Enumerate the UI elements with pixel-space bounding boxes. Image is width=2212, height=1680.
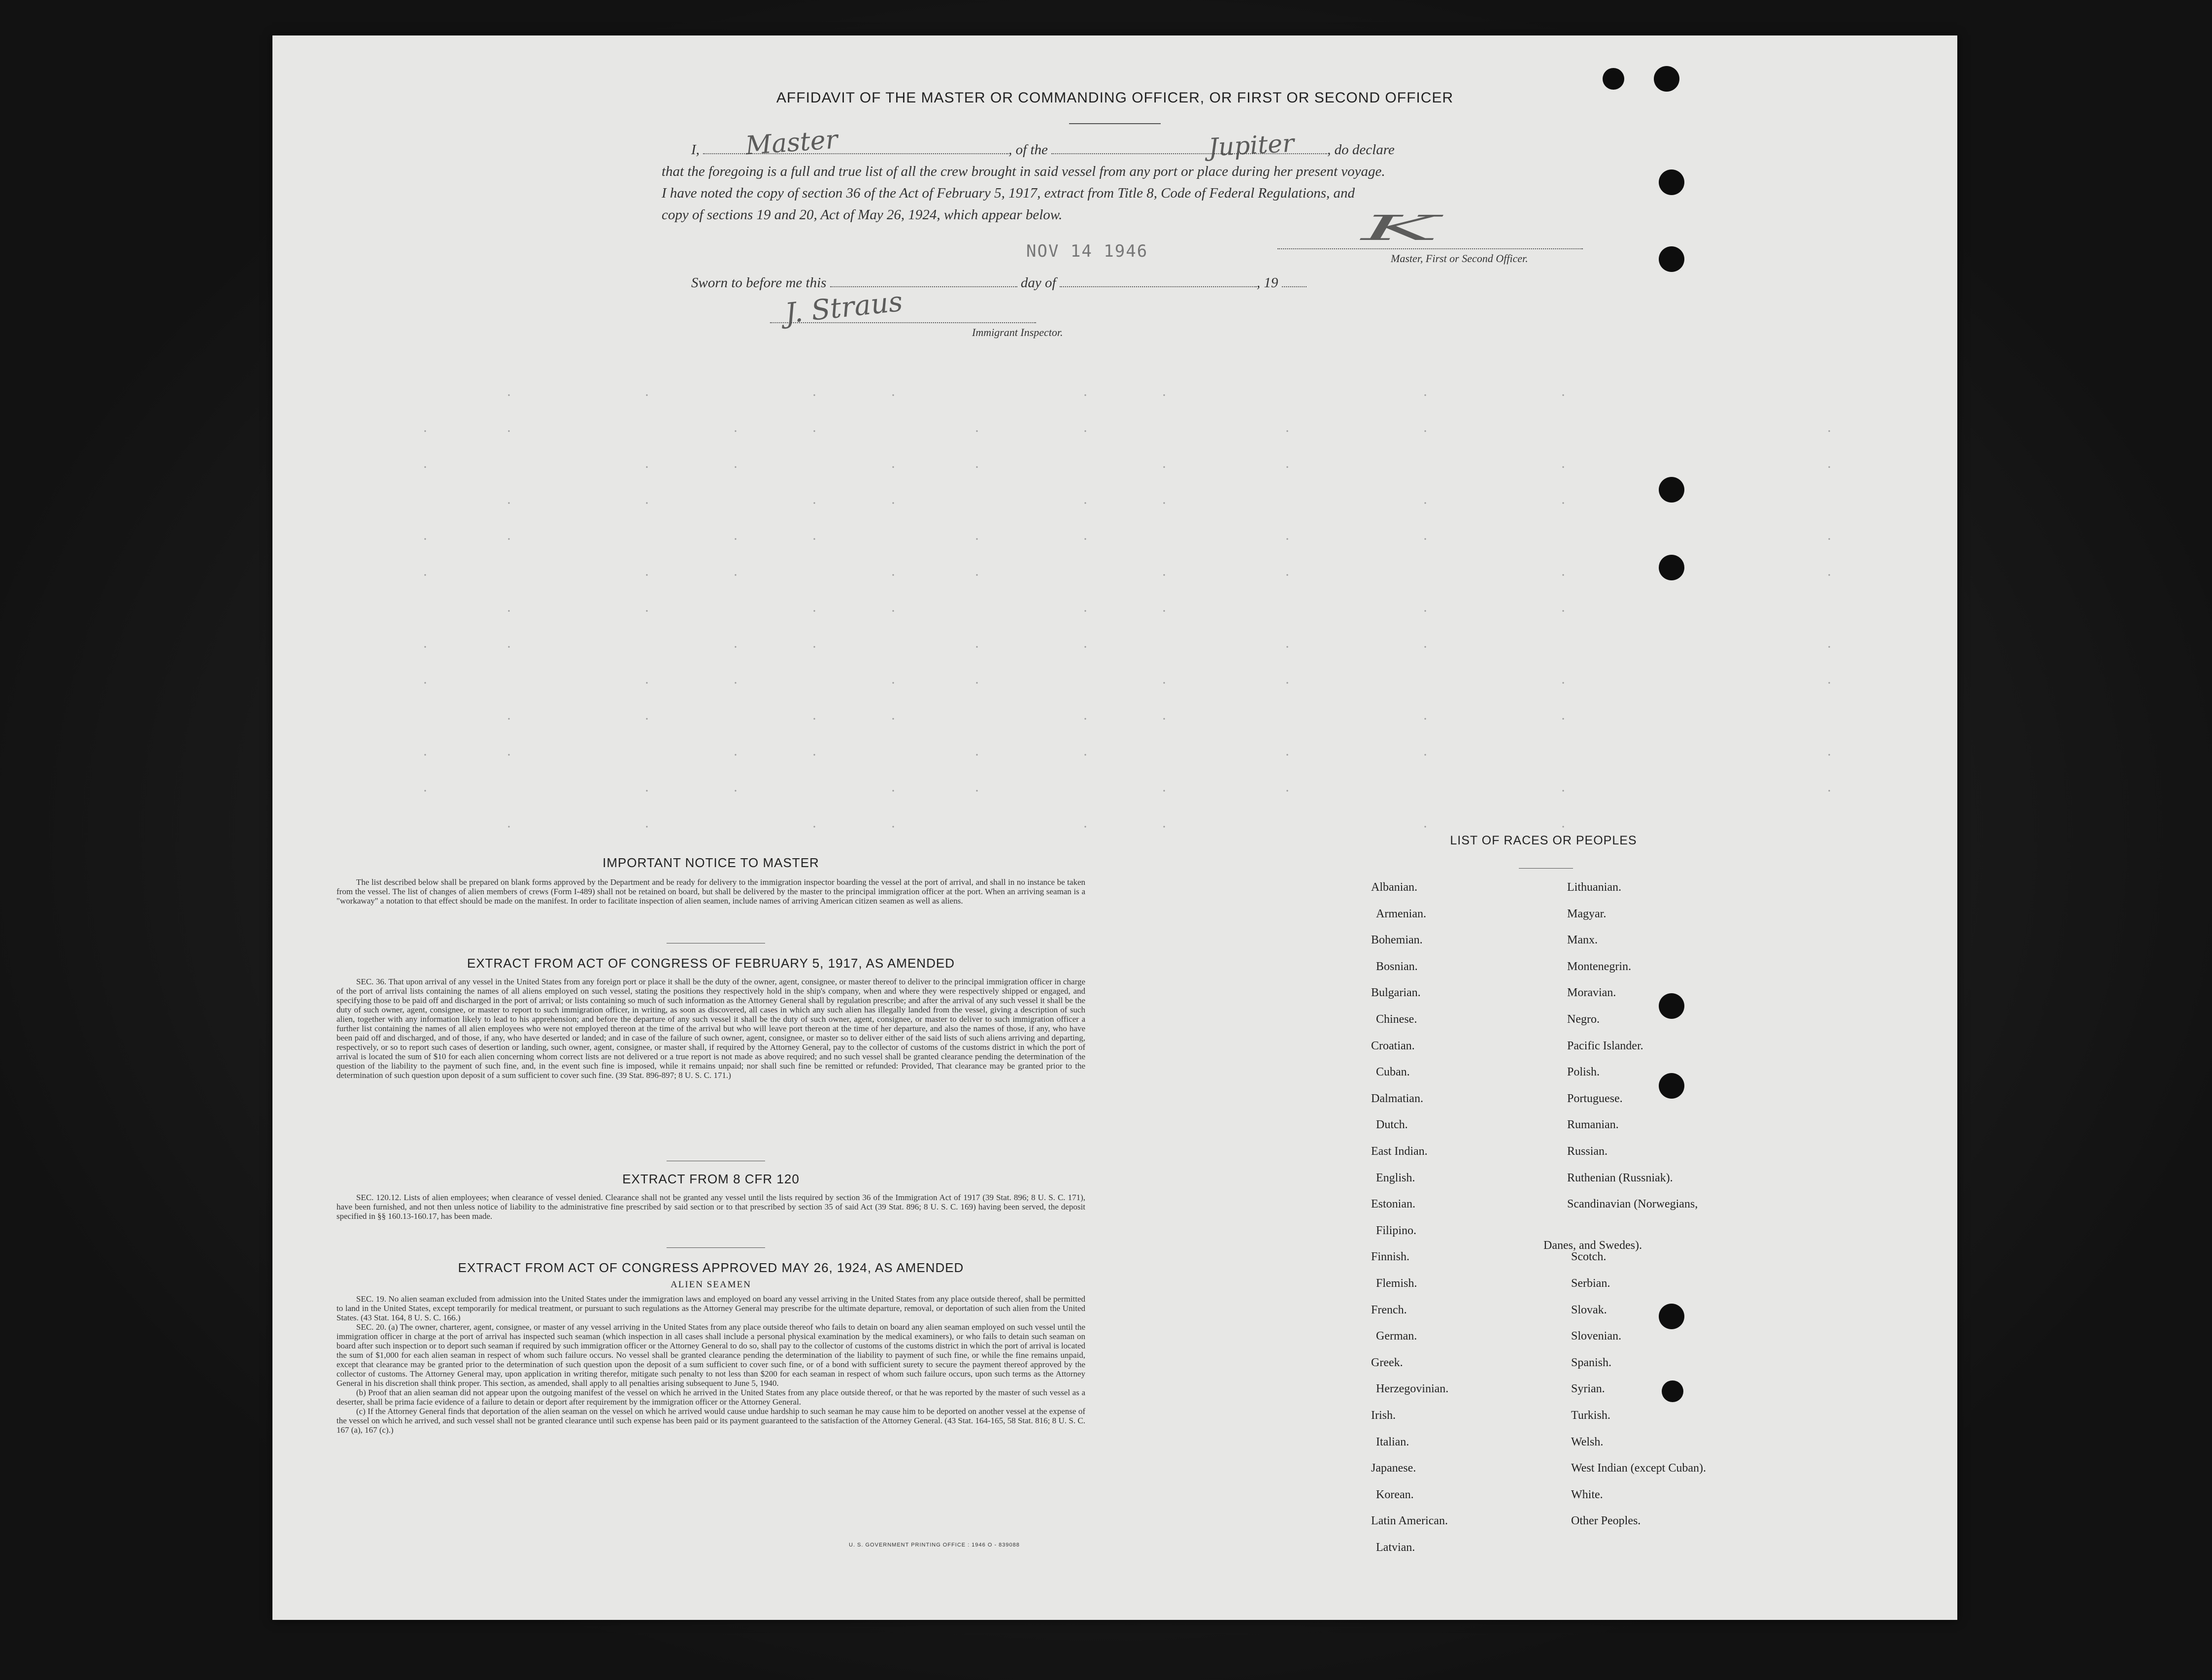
- grid-mark: [735, 682, 736, 683]
- grid-mark: [1286, 574, 1288, 575]
- race-item: Latin American.: [1371, 1514, 1448, 1528]
- grid-mark: [892, 610, 894, 611]
- grid-mark: [813, 610, 815, 611]
- grid-mark: [646, 610, 647, 611]
- race-item: Flemish.: [1376, 1277, 1417, 1290]
- race-item: Filipino.: [1376, 1224, 1417, 1237]
- grid-mark: [508, 610, 509, 611]
- grid-mark: [646, 790, 647, 791]
- grid-mark: [508, 754, 509, 755]
- grid-mark: [735, 430, 736, 432]
- grid-mark: [1562, 610, 1564, 611]
- grid-mark: [1163, 502, 1165, 504]
- grid-mark: [424, 538, 426, 539]
- grid-mark: [735, 538, 736, 539]
- race-item: Armenian.: [1376, 907, 1426, 920]
- race-item: Croatian.: [1371, 1039, 1415, 1052]
- extract-1924-title: EXTRACT FROM ACT OF CONGRESS APPROVED MAY 26, 1924, AS AMENDED: [458, 1260, 964, 1275]
- grid-mark: [1424, 538, 1426, 539]
- affidavit-text: I,: [691, 142, 700, 158]
- grid-mark: [1424, 646, 1426, 647]
- grid-mark: [646, 466, 647, 468]
- grid-mark: [1424, 754, 1426, 755]
- grid-mark: [1828, 754, 1830, 755]
- grid-mark: [424, 646, 426, 647]
- race-item: Negro.: [1567, 1013, 1600, 1026]
- race-item: Lithuanian.: [1567, 881, 1621, 894]
- grid-mark: [976, 646, 977, 647]
- extract-1924-section: [336, 1260, 1085, 1435]
- grid-mark: [424, 790, 426, 791]
- grid-mark: [1286, 646, 1288, 647]
- grid-mark: [1084, 646, 1086, 647]
- grid-mark: [892, 790, 894, 791]
- grid-mark: [646, 718, 647, 719]
- race-item: Bosnian.: [1376, 960, 1418, 973]
- extract-1917-section: [336, 956, 1085, 1080]
- race-item: Herzegovinian.: [1376, 1382, 1449, 1396]
- grid-mark: [976, 538, 977, 539]
- race-item: Albanian.: [1371, 881, 1417, 894]
- grid-mark: [1828, 538, 1830, 539]
- race-item: Portuguese.: [1567, 1092, 1623, 1105]
- grid-mark: [1562, 502, 1564, 504]
- grid-mark: [813, 538, 815, 539]
- grid-mark: [646, 502, 647, 504]
- grid-mark: [424, 574, 426, 575]
- grid-mark: [1424, 430, 1426, 432]
- race-item: Other Peoples.: [1571, 1514, 1641, 1528]
- grid-mark: [1828, 430, 1830, 432]
- sworn-text: Sworn to before me this: [691, 275, 827, 291]
- race-item: Spanish.: [1571, 1356, 1612, 1369]
- race-item: Manx.: [1567, 934, 1598, 947]
- grid-mark: [892, 502, 894, 504]
- grid-mark: [892, 826, 894, 827]
- race-item: German.: [1376, 1330, 1417, 1343]
- grid-mark: [646, 682, 647, 683]
- extract-1917-title: EXTRACT FROM ACT OF CONGRESS OF FEBRUARY 5, 1917, AS AMENDED: [467, 956, 955, 971]
- grid-mark: [1084, 826, 1086, 827]
- grid-mark: [813, 502, 815, 504]
- grid-mark: [976, 790, 977, 791]
- grid-mark: [1084, 394, 1086, 396]
- race-item: Welsh.: [1571, 1435, 1604, 1448]
- race-item: Dutch.: [1376, 1118, 1408, 1132]
- grid-mark: [508, 430, 509, 432]
- grid-mark: [1562, 682, 1564, 683]
- grid-mark: [1828, 574, 1830, 575]
- affidavit-text: , do declare: [1327, 142, 1395, 158]
- grid-mark: [1286, 466, 1288, 468]
- date-stamp: NOV 14 1946: [1026, 241, 1148, 261]
- extract-1924-sec20a: SEC. 20. (a) The owner, charterer, agent, consignee, or master of any vessel arriving in the United States from any place outside thereof who fails to detain on board any alien seaman employed on such vessel until the immigration officer in charge at the port of arrival has inspected such seaman (which inspection in all cases shall include a personal physical examination by the medical examiners), or who fails to detain such seaman on board after such inspection or to deport such seaman if required by such immigration officer or the Attorney General to do so, shall pay to the collector of customs of the customs district in which the port of arrival is located the sum of $1,000 for each alien seaman in respect of whom such failure occurs. No vessel shall be granted clearance pending the determination of the liability to payment of such fine, or while the fine remains unpaid, except that clearance may be granted prior to the determination of such question upon the deposit of a sum sufficient to cover such fine, or of a bond with sufficient surety to secure the payment thereof approved by the collector of customs. The Attorney General may, upon application in writing therefor, mitigate such penalty to not less than $200 for each seaman in respect of whom such failure occurs, upon such terms as the Attorney General in his discretion shall think proper. This section, as amended, shall apply to all penalties arising subsequent to June 5, 1940.: [336, 1322, 1085, 1388]
- grid-mark: [1828, 682, 1830, 683]
- race-item: Irish.: [1371, 1409, 1396, 1422]
- grid-mark: [1286, 754, 1288, 755]
- grid-mark: [813, 394, 815, 396]
- race-item: Russian.: [1567, 1145, 1608, 1158]
- grid-mark: [1084, 754, 1086, 755]
- grid-mark: [508, 502, 509, 504]
- grid-mark: [1424, 502, 1426, 504]
- grid-mark: [1163, 790, 1165, 791]
- handwritten-vessel: Jupiter: [1207, 129, 1295, 162]
- notice-title: IMPORTANT NOTICE TO MASTER: [603, 855, 819, 870]
- section-divider: [667, 1247, 765, 1248]
- races-title-divider: [1519, 868, 1573, 869]
- grid-mark: [1163, 682, 1165, 683]
- grid-mark: [976, 754, 977, 755]
- race-item: Dalmatian.: [1371, 1092, 1423, 1105]
- race-item: Moravian.: [1567, 986, 1616, 1000]
- grid-mark: [1163, 394, 1165, 396]
- race-item: Scandinavian (Norwegians,: [1567, 1198, 1698, 1211]
- grid-mark: [1163, 718, 1165, 719]
- race-item: Pacific Islander.: [1567, 1039, 1643, 1052]
- grid-mark: [1424, 394, 1426, 396]
- sworn-text: , 19: [1256, 275, 1278, 291]
- grid-mark: [1163, 610, 1165, 611]
- handwritten-master: Master: [744, 125, 839, 161]
- grid-mark: [1286, 538, 1288, 539]
- race-item: Rumanian.: [1567, 1118, 1619, 1132]
- grid-mark: [508, 538, 509, 539]
- grid-mark: [1084, 502, 1086, 504]
- grid-mark: [1084, 610, 1086, 611]
- race-item: Korean.: [1376, 1488, 1414, 1501]
- race-item: Estonian.: [1371, 1198, 1415, 1211]
- grid-mark: [1424, 826, 1426, 827]
- race-item: Magyar.: [1567, 907, 1607, 920]
- grid-mark: [813, 826, 815, 827]
- grid-mark: [424, 466, 426, 468]
- race-item: English.: [1376, 1171, 1415, 1184]
- race-item: Scotch.: [1571, 1250, 1607, 1264]
- grid-mark: [508, 646, 509, 647]
- notice-text: The list described below shall be prepared on blank forms approved by the Department and be ready for delivery to the immigration inspector boarding the vessel at the port of arrival, and shall in no instance be taken from the vessel. The list of changes of alien members of crews (Form I-489) shall not be retained on board, but shall be delivered by the master to the principal immigration officer at the port. When an arriving seaman is a "workaway" a notation to that effect should be made on the manifest. In order to facilitate inspection of alien seamen, include names of arriving American citizen seamen as well as aliens.: [336, 877, 1085, 906]
- grid-mark: [1163, 466, 1165, 468]
- master-signature-label: Master, First or Second Officer.: [1391, 252, 1528, 265]
- extract-1924-sec20c: (c) If the Attorney General finds that deportation of the alien seaman on the vessel on which he arrived would cause undue hardship to such seaman he may cause him to be deported on another vessel at the expense of the vessel on which he arrived, and such vessel shall not be granted clearance until such expense has been paid or its payment guaranteed to the satisfaction of the Attorney General. (43 Stat. 164-165, 58 Stat. 816; 8 U. S. C. 167 (a), 167 (c).): [336, 1407, 1085, 1435]
- grid-mark: [813, 646, 815, 647]
- race-item: Chinese.: [1376, 1013, 1417, 1026]
- grid-mark: [813, 430, 815, 432]
- grid-mark: [1828, 466, 1830, 468]
- extract-8cfr-text: SEC. 120.12. Lists of alien employees; when clearance of vessel denied. Clearance shall not be granted any vessel until the lists required by section 36 of the Immigration Act of 1917 (39 Stat. 896; 8 U. S. C. 171), have been furnished, and not then unless notice of liability to the administrative fine prescribed by said section or to that prescribed by section 35 of said Act (39 Stat. 896; 8 U. S. C. 169) having been served, the deposit specified in §§ 160.13-160.17, has been made.: [336, 1193, 1085, 1221]
- races-list-title: LIST OF RACES OR PEOPLES: [1450, 834, 1637, 847]
- grid-mark: [1562, 574, 1564, 575]
- race-item: Japanese.: [1371, 1462, 1416, 1475]
- race-item: Serbian.: [1571, 1277, 1610, 1290]
- grid-mark: [735, 646, 736, 647]
- race-item: Ruthenian (Russniak).: [1567, 1171, 1673, 1184]
- grid-mark: [1424, 610, 1426, 611]
- grid-mark: [976, 466, 977, 468]
- grid-mark: [892, 718, 894, 719]
- grid-mark: [976, 430, 977, 432]
- grid-mark: [735, 754, 736, 755]
- race-item: Montenegrin.: [1567, 960, 1631, 973]
- grid-mark: [1562, 718, 1564, 719]
- inspector-handwritten-signature: J. Straus: [783, 285, 905, 330]
- affidavit-text: copy of sections 19 and 20, Act of May 26, 1924, which appear below.: [662, 207, 1063, 223]
- grid-mark: [1084, 718, 1086, 719]
- grid-mark: [1163, 826, 1165, 827]
- extract-8cfr-section: [336, 1172, 1085, 1221]
- grid-mark: [424, 682, 426, 683]
- race-item: Slovenian.: [1571, 1330, 1621, 1343]
- grid-mark: [508, 826, 509, 827]
- grid-mark: [646, 826, 647, 827]
- grid-mark: [1828, 646, 1830, 647]
- grid-mark: [735, 574, 736, 575]
- sworn-text: day of: [1020, 275, 1056, 291]
- affidavit-text: that the foregoing is a full and true list of all the crew brought in said vessel from any port or place during her present voyage.: [662, 164, 1385, 179]
- grid-mark: [424, 430, 426, 432]
- alien-seamen-subtitle: ALIEN SEAMEN: [670, 1279, 751, 1290]
- grid-mark: [1286, 682, 1288, 683]
- grid-mark: [1828, 790, 1830, 791]
- grid-mark: [892, 574, 894, 575]
- grid-mark: [646, 574, 647, 575]
- affidavit-text: , of the: [1008, 142, 1048, 158]
- grid-mark: [1562, 394, 1564, 396]
- document-page: [272, 35, 1957, 1620]
- grid-mark: [735, 466, 736, 468]
- handwritten-signature: K: [1361, 208, 1439, 248]
- grid-mark: [976, 574, 977, 575]
- extract-8cfr-title: EXTRACT FROM 8 CFR 120: [622, 1172, 800, 1186]
- grid-mark: [508, 718, 509, 719]
- important-notice-section: [336, 855, 1085, 906]
- printing-office-note: U. S. GOVERNMENT PRINTING OFFICE : 1946 O - 839088: [849, 1542, 1020, 1548]
- grid-mark: [424, 754, 426, 755]
- grid-mark: [735, 790, 736, 791]
- grid-mark: [1084, 538, 1086, 539]
- extract-1924-sec19: SEC. 19. No alien seaman excluded from admission into the United States under the immigration laws and employed on board any vessel arriving in the United States from any place outside thereof, shall be permitted to land in the United States, except temporarily for medical treatment, or pursuant to such regulations as the Attorney General may prescribe for the ultimate departure, removal, or deportation of such alien from the United States. (43 Stat. 164, 8 U. S. C. 166.): [336, 1294, 1085, 1322]
- race-item: East Indian.: [1371, 1145, 1428, 1158]
- race-item: Turkish.: [1571, 1409, 1610, 1422]
- grid-mark: [892, 682, 894, 683]
- race-item: Polish.: [1567, 1066, 1600, 1079]
- grid-mark: [892, 394, 894, 396]
- race-item: Syrian.: [1571, 1382, 1605, 1396]
- race-item: Cuban.: [1376, 1066, 1410, 1079]
- race-item: Latvian.: [1376, 1541, 1415, 1554]
- grid-mark: [892, 466, 894, 468]
- grid-mark: [1562, 826, 1564, 827]
- race-item: French.: [1371, 1303, 1407, 1316]
- grid-mark: [1286, 430, 1288, 432]
- race-item: West Indian (except Cuban).: [1571, 1462, 1706, 1475]
- race-item: White.: [1571, 1488, 1603, 1501]
- grid-mark: [1562, 790, 1564, 791]
- race-item: Italian.: [1376, 1435, 1409, 1448]
- grid-mark: [976, 682, 977, 683]
- inspector-label: Immigrant Inspector.: [972, 326, 1063, 338]
- grid-mark: [1163, 574, 1165, 575]
- race-item: Bulgarian.: [1371, 986, 1421, 1000]
- grid-mark: [813, 754, 815, 755]
- race-item: Bohemian.: [1371, 934, 1423, 947]
- extract-1917-text: SEC. 36. That upon arrival of any vessel in the United States from any foreign port or place it shall be the duty of the owner, agent, consignee, or master thereof to deliver to the principal immigration officer in charge of the port of arrival lists containing the names of all aliens employed on such vessel, stating the positions they respectively hold in the ship's company, when and where they were respectively shipped or engaged, and specifying those to be paid off and discharged in the port of arrival; or lists containing so much of such information as the Attorney General shall by regulation prescribe; and after the arrival of any such vessel it shall be the duty of such owner, agent, consignee, or master to report to such immigration officer, in writing, as soon as discovered, all cases in which any such alien has illegally landed from the vessel, giving a description of such alien, together with any information likely to lead to his apprehension; and before the departure of any such vessel it shall be the duty of such owner, agent, consignee, or master to deliver to such immigration officer a further list containing the names of all alien employees who were not employed thereon at the time of the arrival but who will leave port thereon at the time of her departure, and also the names of those, if any, who have been paid off and discharged, and of those, if any, who have deserted or landed; and in case of the failure of such owner, agent, consignee, or master so to deliver either of the said lists of such aliens arriving and departing, respectively, or so to report such cases of desertion or landing, such owner, agent, consignee, or master shall, if required by the Attorney General, pay to the collector of customs of the customs district in which the port of arrival is located the sum of $10 for each alien concerning whom correct lists are not delivered or a true report is not made as above required; and no such vessel shall be granted clearance pending the determination of the question of the liability to the payment of such fine, and, in the event such fine is imposed, while it remains unpaid; nor shall such fine be remitted or refunded: Provided, That clearance may be granted prior to the determination of such question upon deposit of a sum sufficient to cover such fine. (39 Stat. 896-897; 8 U. S. C. 171.): [336, 977, 1085, 1080]
- grid-mark: [1562, 466, 1564, 468]
- grid-mark: [1084, 430, 1086, 432]
- affidavit-title: AFFIDAVIT OF THE MASTER OR COMMANDING OFFICER, OR FIRST OR SECOND OFFICER: [776, 90, 1454, 106]
- race-item: Danes, and Swedes).: [1543, 1239, 1642, 1252]
- grid-mark: [813, 718, 815, 719]
- grid-mark: [1424, 718, 1426, 719]
- affidavit-text: I have noted the copy of section 36 of the Act of February 5, 1917, extract from Title 8, Code of Federal Regulations, and: [662, 185, 1355, 201]
- grid-mark: [1286, 790, 1288, 791]
- grid-mark: [646, 394, 647, 396]
- race-item: Greek.: [1371, 1356, 1403, 1369]
- race-item: Slovak.: [1571, 1303, 1607, 1316]
- race-item: Finnish.: [1371, 1250, 1410, 1264]
- grid-mark: [508, 394, 509, 396]
- extract-1924-sec20b: (b) Proof that an alien seaman did not appear upon the outgoing manifest of the vessel on which he arrived in the United States from any place outside thereof, or that he was reported by the master of such vessel as a deserter, shall be prima facie evidence of a failure to detain or deport after requirement by the immigration officer or the Attorney General.: [336, 1388, 1085, 1407]
